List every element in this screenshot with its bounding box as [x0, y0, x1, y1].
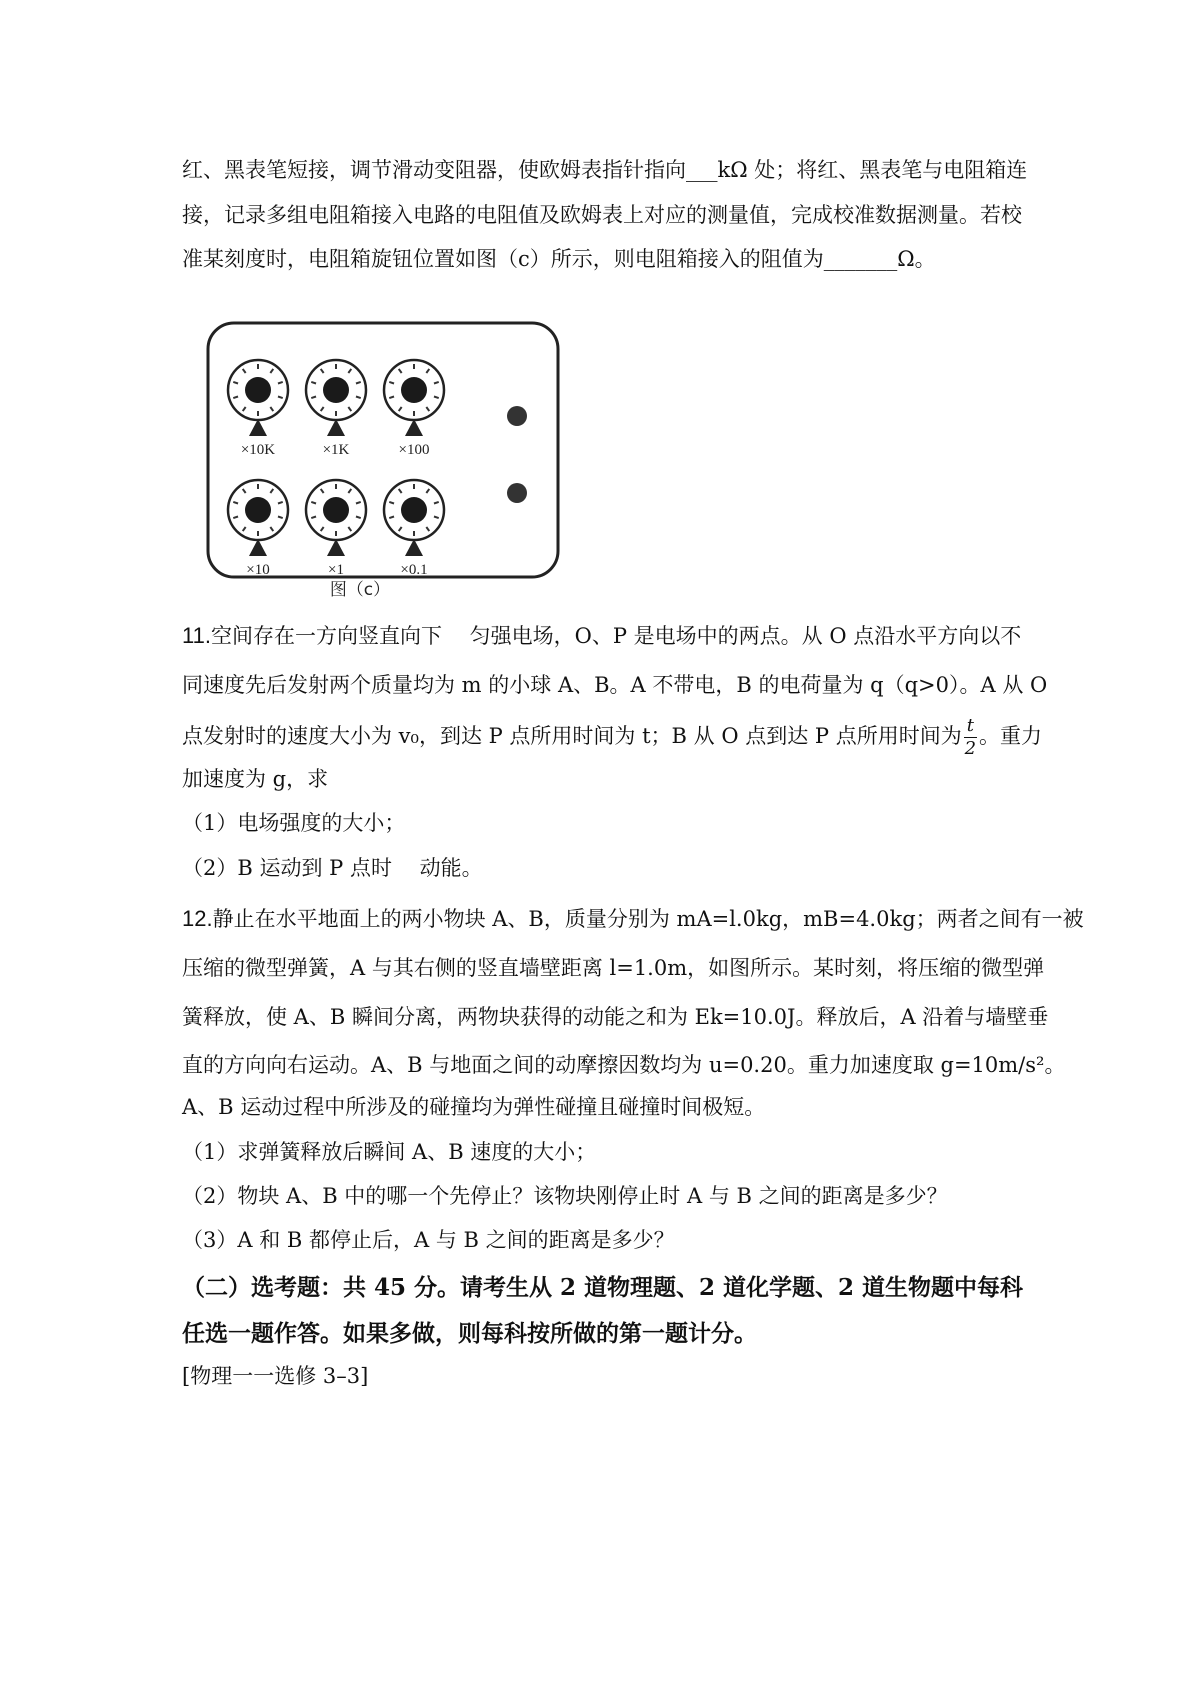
dial-tick [243, 369, 246, 373]
dial-tick [243, 489, 246, 493]
dial-tick [270, 407, 273, 411]
dial-label: ×1K [322, 442, 350, 458]
fraction-t-over-2: $\frac{t}{2}$ [964, 715, 977, 759]
dial-tick [434, 396, 439, 398]
dial [306, 360, 366, 458]
dial-label: ×0.1 [400, 562, 428, 578]
dial-label: ×10 [246, 562, 270, 578]
dial-tick [389, 396, 394, 398]
q10-line-2: 接，记录多组电阻箱接入电路的电阻值及欧姆表上对应的测量值，完成校准数据测量。若校 [182, 203, 1022, 227]
q11-line-1: 11.空间存在一方向竖直向下 匀强电场，O、P 是电场中的两点。从 O 点沿水平方向以不 [182, 623, 1022, 648]
dial-tick [270, 489, 273, 493]
dial-tick [426, 369, 429, 373]
dial-tick [426, 407, 429, 411]
terminal-top [507, 406, 527, 426]
dial-tick [270, 369, 273, 373]
resistance-box-figure [205, 320, 565, 605]
dial-tick [348, 407, 351, 411]
dial-tick [321, 489, 324, 493]
dial [306, 480, 366, 578]
q11-line-4: 加速度为 g，求 [182, 767, 329, 791]
dial-tick [389, 516, 394, 518]
section2-tag: [物理一一选修 3–3] [182, 1364, 369, 1388]
dial-tick [434, 382, 439, 384]
dial-tick [278, 396, 283, 398]
dial-tick [348, 489, 351, 493]
dial-pointer [405, 539, 423, 556]
dial-tick [278, 502, 283, 504]
dial-pointer [327, 419, 345, 436]
dial-tick [311, 396, 316, 398]
q12-line-4: 直的方向向右运动。A、B 与地面之间的动摩擦因数均为 u=0.20。重力加速度取 g=10m/s²。 [182, 1053, 1066, 1077]
dial-knob [401, 497, 427, 523]
dial-tick [243, 407, 246, 411]
dial-tick [434, 516, 439, 518]
dial-tick [356, 516, 361, 518]
dial-tick [321, 369, 324, 373]
q12-sub-2: （2）物块 A、B 中的哪一个先停止？该物块刚停止时 A 与 B 之间的距离是多少？ [182, 1184, 948, 1208]
figure-caption: 图（c） [329, 580, 391, 600]
dial-knob [245, 377, 271, 403]
dial-tick [233, 396, 238, 398]
q12-line-2: 压缩的微型弹簧，A 与其右侧的竖直墙壁距离 l=1.0m，如图所示。某时刻，将压缩的微型弹 [182, 956, 1045, 980]
dial-knob [323, 377, 349, 403]
q12-number: 12. [182, 906, 213, 931]
dial-tick [399, 489, 402, 493]
q11-sub-1: （1）电场强度的大小； [182, 811, 406, 835]
dial-tick [356, 396, 361, 398]
dial-tick [426, 489, 429, 493]
dial-tick [270, 527, 273, 531]
dial-tick [348, 369, 351, 373]
dial-tick [356, 382, 361, 384]
dial-tick [233, 382, 238, 384]
dial-tick [233, 502, 238, 504]
dial-pointer [327, 539, 345, 556]
dial-label: ×100 [398, 442, 430, 458]
dial-pointer [249, 539, 267, 556]
dial [384, 360, 444, 458]
q12-line-5: A、B 运动过程中所涉及的碰撞均为弹性碰撞且碰撞时间极短。 [182, 1095, 766, 1119]
dial [384, 480, 444, 578]
dial [228, 360, 288, 458]
dial-knob [245, 497, 271, 523]
dial-label: ×1 [328, 562, 344, 578]
dial-tick [426, 527, 429, 531]
q12-line-1: 12.静止在水平地面上的两小物块 A、B，质量分别为 mA=l.0kg，mB=4.0kg；两者之间有一被 [182, 906, 1084, 931]
q12-sub-3: （3）A 和 B 都停止后，A 与 B 之间的距离是多少？ [182, 1228, 675, 1252]
dial-tick [311, 516, 316, 518]
dial-tick [399, 369, 402, 373]
section2-line-2: 任选一题作答。如果多做，则每科按所做的第一题计分。 [182, 1320, 757, 1347]
dial-tick [233, 516, 238, 518]
q12-sub-1: （1）求弹簧释放后瞬间 A、B 速度的大小； [182, 1140, 597, 1164]
dial [228, 480, 288, 578]
dial-tick [399, 407, 402, 411]
section2-line-1: （二）选考题：共 45 分。请考生从 2 道物理题、2 道化学题、2 道生物题中每科 [182, 1274, 1024, 1301]
q10-line-3: 准某刻度时，电阻箱旋钮位置如图（c）所示，则电阻箱接入的阻值为_______Ω。 [182, 247, 936, 271]
dial-tick [348, 527, 351, 531]
dial-tick [321, 407, 324, 411]
terminal-bottom [507, 483, 527, 503]
dial-tick [389, 502, 394, 504]
dial-tick [311, 502, 316, 504]
q11-line-3: 点发射时的速度大小为 v₀，到达 P 点所用时间为 t；B 从 O 点到达 P 点所用时间为 $\frac{t}{2}$ 。重力 [182, 715, 1042, 759]
dial-tick [389, 382, 394, 384]
q11-sub-2: （2）B 运动到 P 点时 动能。 [182, 856, 483, 880]
dial-tick [311, 382, 316, 384]
dial-tick [399, 527, 402, 531]
dial-pointer [249, 419, 267, 436]
dial-tick [434, 502, 439, 504]
dial-label: ×10K [240, 442, 276, 458]
dial-tick [243, 527, 246, 531]
dial-knob [323, 497, 349, 523]
q10-line-1: 红、黑表笔短接，调节滑动变阻器，使欧姆表指针指向___kΩ 处；将红、黑表笔与电阻箱连 [182, 158, 1028, 182]
dial-knob [401, 377, 427, 403]
dial-tick [278, 516, 283, 518]
q11-line-2: 同速度先后发射两个质量均为 m 的小球 A、B。A 不带电，B 的电荷量为 q（q>0）。A 从 O [182, 673, 1048, 697]
dial-tick [278, 382, 283, 384]
q12-line-3: 簧释放，使 A、B 瞬间分离，两物块获得的动能之和为 Ek=10.0J。释放后，A 沿着与墙壁垂 [182, 1005, 1049, 1029]
dial-tick [356, 502, 361, 504]
dial-pointer [405, 419, 423, 436]
dial-tick [321, 527, 324, 531]
q11-number: 11. [182, 623, 211, 648]
